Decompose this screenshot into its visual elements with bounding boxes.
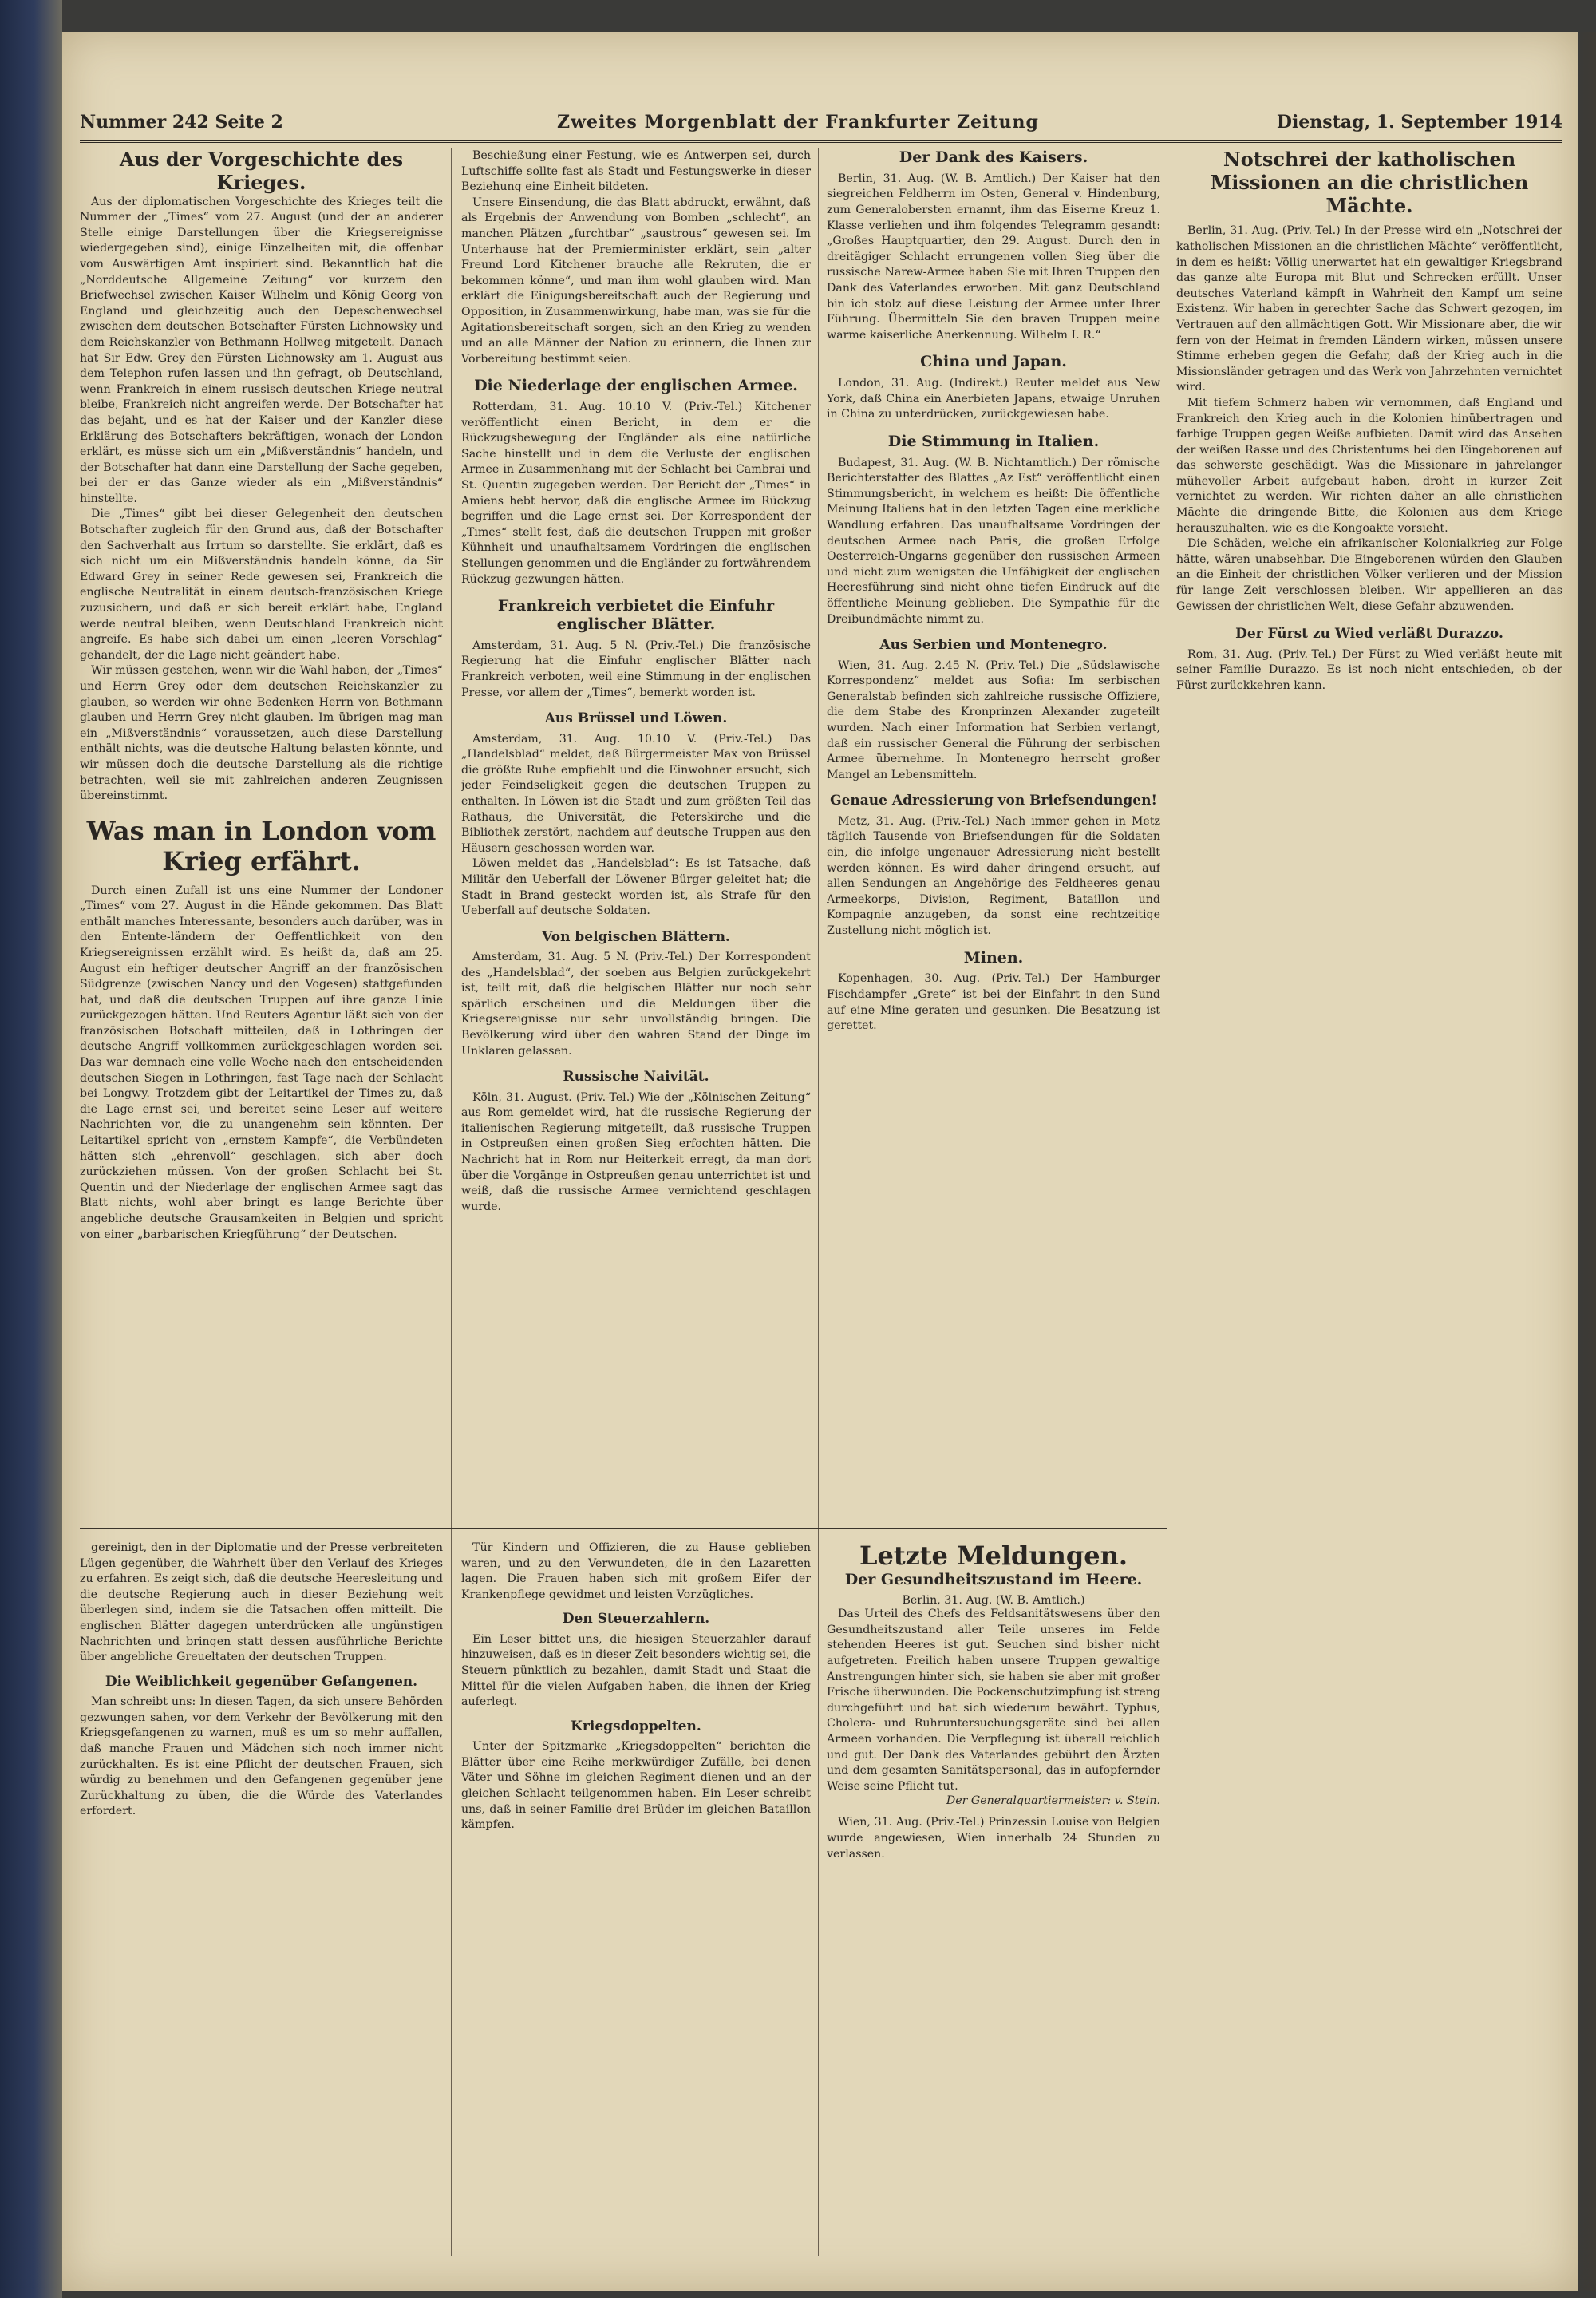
column-rule [451,148,452,2256]
article-paragraph: Amsterdam, 31. Aug. 10.10 V. (Priv.-Tel.) Das „Handelsblad“ meldet, daß Bürgermeister Max von Brüssel die größte Ruhe empfiehlt und die Einwohner ersucht, sich jeder Feindseligkeit gegen die deutschen Truppen zu enthalten. In Löwen ist die Stadt und zum größten Teil das Rathaus, die Universität, die Peterskirche und die Bibliothek zerstört, nachdem auf deutsche Truppen aus den Häusern geschossen worden war. [461,732,811,855]
article-paragraph: Amsterdam, 31. Aug. 5 N. (Priv.-Tel.) Der Korrespondent des „Handelsblad“, der soeben aus Belgien zurückgekehrt ist, teilt mit, daß die belgischen Blätter nur noch sehr spärlich erscheinen und die Meldungen über die Kriegsereignisse nur sehr unvollständig bringen. Die Bevölkerung wird über den wahren Stand der Dinge im Unklaren gelassen. [461,951,811,1058]
bottom-column-2 [461,1541,811,2259]
article-headline: Notschrei der katholischen Missionen an die christlichen Mächte. [1210,148,1529,217]
article-paragraph: Amsterdam, 31. Aug. 5 N. (Priv.-Tel.) Die französische Regierung hat die Einfuhr englischer Blätter nach Frankreich verboten, weil eine Stimmung in der englischen Presse, vor allem der „Times“, bemerkt worden ist. [461,639,811,699]
article-headline: Aus Serbien und Montenegro. [879,637,1108,654]
article-headline: Frankreich verbietet die Einfuhr englischer Blätter. [497,597,775,634]
article-paragraph: London, 31. Aug. (Indirekt.) Reuter meldet aus New York, daß China ein Anerbieten Japans, etwaige Unruhen in China zu unterdrücken, zurückgewiesen habe. [827,377,1160,421]
article-paragraph: Tür Kindern und Offizieren, die zu Hause geblieben waren, und zu den Verwundeten, die in den Lazaretten lagen. Die Frauen haben sich mit großem Eifer der Krankenpflege gewidmet und leisten Vorzügliches. [461,1541,811,1601]
article-paragraph: Beschießung einer Festung, wie es Antwerpen sei, durch Luftschiffe sollte fast als Stadt und Festungswerke in dieser Beziehung eine Einheit bildeten. [461,149,811,194]
article-paragraph: Berlin, 31. Aug. (Priv.-Tel.) In der Presse wird ein „Notschrei der katholischen Missionen an die christlichen Mächte“ veröffentlicht, in dem es heißt: Völlig unerwartet hat ein gewaltiger Kriegsbrand das ganze alte Europa mit Blut und Schrecken erfüllt. Unser deutsches Vaterland kämpft in Wahrheit den Kampf um seine Existenz. Wir haben in gerechter Sache das Schwert gezogen, im Vertrauen auf den allmächtigen Gott. Wir Missionare aber, die wir fern von der Heimat in fremden Ländern wirken, müssen unsere Stimme erheben gegen die Gefahr, daß der Krieg auch in die Missionsländer getragen und das Werk von Jahrzehnten vernichtet wird. [1176,224,1562,394]
binding-spine [0,0,62,2298]
issue-page-number: Nummer 242 Seite 2 [80,112,283,133]
article-headline: Der Dank des Kaisers. [899,148,1088,166]
signature: Der Generalquartiermeister: v. Stein. [946,1794,1160,1808]
masthead [80,101,1562,143]
column-4 [1176,148,1562,2256]
column-1 [80,148,443,1521]
article-headline: Was man in London vom Krieg erfährt. [86,815,437,877]
article-paragraph: Rom, 31. Aug. (Priv.-Tel.) Der Fürst zu Wied verläßt heute mit seiner Familie Durazzo. Es ist noch nicht entschieden, ob der Fürst zurückkehren kann. [1176,647,1562,692]
article-headline: Aus Brüssel und Löwen. [544,710,728,727]
article-headline: Genaue Adressierung von Briefsendungen! [830,793,1157,809]
last-news-headline: Letzte Meldungen. [859,1541,1128,1571]
article-headline: Die Niederlage der englischen Armee. [474,377,798,395]
article-headline: Aus der Vorgeschichte des Krieges. [119,148,404,194]
newspaper-title: Zweites Morgenblatt der Frankfurter Zeitung [557,112,1039,133]
article-paragraph: Metz, 31. Aug. (Priv.-Tel.) Nach immer gehen in Metz täglich Tausende von Briefsendungen für die Soldaten ein, die infolge ungenauer Adressierung nicht bestellt werden können. Es wird daher dringend ersucht, auf allen Sendungen an Angehörige des Feldheeres genau Armeekorps, Division, Regiment, Bataillon und Kompagnie anzugeben, da sonst eine rechtzeitige Zustellung nicht möglich ist. [827,814,1160,937]
article-paragraph: Wir müssen gestehen, wenn wir die Wahl haben, der „Times“ und Herrn Grey oder dem deutschen Reichskanzler zu glauben, so werden wir ohne Bedenken Herrn von Bethmann glauben und Herrn Grey nicht glauben. Im übrigen mag man ein „Mißverständnis“ voraussetzen, auch diese Darstellung enthält nichts, was die deutsche Haltung belasten könnte, und wir müssen doch die deutsche Darstellung als die richtige betrachten, weil sie mit zahlreichen anderen Zeugnissen übereinstimmt. [80,664,443,803]
article-headline: Minen. [963,948,1024,967]
bottom-column-3 [827,1541,1160,2259]
column-2 [461,148,811,1521]
article-paragraph: Die „Times“ gibt bei dieser Gelegenheit den deutschen Botschafter zugleich für den Grund aus, daß der Botschafter den Sachverhalt aus Irrtum so darstellte. Sie erklärt, daß es sich nicht um ein Mißverständnis handeln könne, da Sir Edward Grey in seiner Rede gewesen sei, Frankreich die englische Neutralität in einem deutsch-französischen Kriege zuzusichern, und daß er sich bereit erklärt habe, England werde neutral bleiben, wenn Deutschland Frankreich nicht angreife. Es habe sich dabei um einen „leeren Vorschlag“ gehandelt, der die Lage nicht geändert habe. [80,508,443,662]
section-divider [80,1528,1167,1529]
article-headline: Den Steuerzahlern. [562,1611,710,1628]
article-headline: Russische Naivität. [563,1069,709,1086]
article-paragraph: Löwen meldet das „Handelsblad“: Es ist Tatsache, daß Militär den Ueberfall der Löwener Bürger geleitet hat; die Stadt in Brand gesteckt worden ist, als Strafe für den Ueberfall auf deutsche Soldaten. [461,857,811,918]
article-paragraph: Köln, 31. August. (Priv.-Tel.) Wie der „Kölnischen Zeitung“ aus Rom gemeldet wird, hat die russische Regierung der italienischen Regierung mitgeteilt, daß russische Truppen in Ostpreußen einen großen Sieg erfochten hätten. Die Nachricht hat in Rom nur Heiterkeit erregt, da man dort über die Vorgänge in Ostpreußen genau unterrichtet ist und weiß, daß die russische Armee vernichtend geschlagen wurde. [461,1090,811,1213]
article-paragraph: Rotterdam, 31. Aug. 10.10 V. (Priv.-Tel.) Kitchener veröffentlicht einen Bericht, in dem er die Rückzugsbewegung der Engländer als eine natürliche Sache hinstellt und in dem die Verluste der englischen Armee in Zusammenhang mit der Schlacht bei Cambrai und St. Quentin zugegeben werden. Der Bericht der „Times“ in Amiens hebt hervor, daß die englische Armee im Rückzug begriffen und die Lage ernst sei. Der Korrespondent der „Times“ stellt fest, daß die deutschen Truppen mit großer Kühnheit und unaufhaltsamem Vordringen die englischen Stellungen genommen und die Engländer zu fortwährendem Rückzug gezwungen hätten. [461,401,811,586]
article-paragraph: Unter der Spitzmarke „Kriegsdoppelten“ berichten die Blätter über eine Reihe merkwürdiger Zufälle, bei denen Väter und Söhne im gleichen Regiment dienen und an der gleichen Schlacht teilgenommen haben. Ein Leser schreibt uns, daß in seiner Familie drei Brüder im gleichen Bataillon kämpfen. [461,1740,811,1832]
article-headline: Von belgischen Blättern. [542,928,730,945]
bottom-column-1 [80,1541,443,2259]
article-paragraph: gereinigt, den in der Diplomatie und der Presse verbreiteten Lügen gegenüber, die Wahrheit über den Verlauf des Krieges zu erfahren. Es zeigt sich, daß die deutsche Heeresleitung und die deutsche Regierung auch in dieser Beziehung weit überlegen sind, indem sie die Tatsachen offen mitteilt. Die englischen Blätter dagegen unterdrücken alle ungünstigen Nachrichten und bringen statt dessen ausführliche Berichte über angebliche Greueltaten der deutschen Truppen. [80,1541,443,1664]
article-paragraph: Kopenhagen, 30. Aug. (Priv.-Tel.) Der Hamburger Fischdampfer „Grete“ ist bei der Einfahrt in den Sund auf eine Mine geraten und gesunken. Die Besatzung ist gerettet. [827,972,1160,1033]
article-paragraph: Das Urteil des Chefs des Feldsanitätswesens über den Gesundheitszustand aller Teile unseres im Felde stehenden Heeres ist gut. Seuchen sind bisher nicht aufgetreten. Freilich haben unsere Truppen gewaltige Anstrengungen hinter sich, sie haben sie aber mit großer Frische überwunden. Die Pockenschutzimpfung ist streng durchgeführt und hat sich wiederum bewährt. Typhus, Cholera- und Ruhruntersuchungsgeräte sind bei allen Armeen vorhanden. Die Verpflegung ist überall reichlich und gut. Der Dank des Vaterlandes gebührt den Ärzten und dem gesamten Sanitätspersonal, das in aufopfernder Weise seine Pflicht tut. [827,1608,1160,1793]
article-headline: Kriegsdoppelten. [571,1718,701,1734]
article-headline: China und Japan. [920,353,1067,371]
article-headline: Der Fürst zu Wied verläßt Durazzo. [1235,626,1503,643]
column-rule [818,148,819,2256]
article-paragraph: Aus der diplomatischen Vorgeschichte des Krieges teilt die Nummer der „Times“ vom 27. August (und der an anderer Stelle einige Darstellungen über die Kriegsereignisse wiedergegeben sind), einige Einzelheiten mit, die offenbar vom Auswärtigen Amt inspiriert sind. Bekanntlich hat die „Norddeutsche Allgemeine Zeitung“ vor kurzem den Briefwechsel zwischen Kaiser Wilhelm und König Georg von England und gleichzeitig auch den Depeschenwechsel zwischen dem deutschen Botschafter Fürsten Lichnowsky und dem Reichskanzler von Bethmann Hollweg mitgeteilt. Danach hat Sir Edw. Grey den Fürsten Lichnowsky am 1. August aus dem Telephon rufen lassen und ihn gefragt, ob Deutschland, wenn Frankreich in einem russisch-deutschen Kriege neutral bleibe, Frankreich nicht angreifen werde. Der Botschafter hat das bejaht, und es hat der Kaiser und der Kanzler diese Erklärung des Botschafters bekräftigen, wonach der London erklärt, es müsse sich um ein „Mißverständnis“ handeln, und der Botschafter hat dann eine Darstellung der Sache gegeben, bei der er das Ganze wieder als ein „Mißverständnis“ hinstellte. [80,195,443,505]
article-paragraph: Man schreibt uns: In diesen Tagen, da sich unsere Behörden gezwungen sahen, vor dem Verkehr der Bevölkerung mit den Kriegsgefangenen zu warnen, muß es um so mehr auffallen, daß manche Frauen und Mädchen sich noch immer nicht zurückhalten. Es ist eine Pflicht der deutschen Frauen, sich würdig zu benehmen und den Gefangenen gegenüber jene Zurückhaltung zu üben, die die Würde des Vaterlandes erfordert. [80,1695,443,1818]
article-headline: Die Weiblichkeit gegenüber Gefangenen. [105,1673,418,1690]
article-headline: Die Stimmung in Italien. [887,432,1100,450]
article-paragraph: Budapest, 31. Aug. (W. B. Nichtamtlich.) Der römische Berichterstatter des Blattes „Az Est“ veröffentlicht einen Stimmungsbericht, in welchem es heißt: Die öffentliche Meinung Italiens hat in den letzten Tagen eine merkliche Wandlung erfahren. Das unaufhaltsame Vordringen der deutschen Armee nach Paris, die großen Erfolge Oesterreich-Ungarns gegenüber den russischen Armeen und nicht zum wenigsten die Unfähigkeit der englischen Heeresführung sind nicht ohne tiefen Eindruck auf die öffentliche Meinung geblieben. Die Sympathie für die Dreibundmächte nimmt zu. [827,456,1160,626]
issue-date: Dienstag, 1. September 1914 [1276,112,1562,133]
article-paragraph: Wien, 31. Aug. 2.45 N. (Priv.-Tel.) Die „Südslawische Korrespondenz“ meldet aus Sofia: Im serbischen Generalstab befinden sich zahlreiche russische Offiziere, die dem Stabe des Kronprinzen Alexander zugeteilt wurden. Nach einer Information hat Serbien verlangt, daß ein russischer General die Führung der serbischen Armee übernehme. In Montenegro herrscht großer Mangel an Lebensmitteln. [827,659,1160,781]
article-paragraph: Die Schäden, welche ein afrikanischer Kolonialkrieg zur Folge hätte, wären unabsehbar. Die Eingeborenen würden den Glauben an die Einheit der christlichen Völker verlieren und der Mission für lange Zeit verschlossen bleiben. Wir appellieren an das Gewissen der christlichen Welt, diese Gefahr abzuwenden. [1176,537,1562,613]
article-paragraph: Wien, 31. Aug. (Priv.-Tel.) Prinzessin Louise von Belgien wurde angewiesen, Wien innerhalb 24 Stunden zu verlassen. [827,1816,1160,1861]
article-headline: Der Gesundheitszustand im Heere. [844,1571,1143,1589]
article-paragraph: Unsere Einsendung, die das Blatt abdruckt, erwähnt, daß als Ergebnis der Anwendung von Bomben „schlecht“, an manchen Plätzen „furchtbar“ „saustrous“ gewesen sei. Im Unterhause hat der Premierminister erklärt, sein „alter Freund Lord Kitchener brauche alle Rekruten, die er bekommen könne“, und man ihm wohl glauben wird. Man erklärt die Einigungsbereitschaft auch der Regierung und Opposition, in Zusammenwirkung, habe man, was sie für die Agitationsbereitschaft sorgen, sich an den Krieg zu wenden und an alle Männer der Nation zu erinnern, die Ihnen zur Vorbereitung bestimmt seien. [461,196,811,366]
article-paragraph: Mit tiefem Schmerz haben wir vernommen, daß England und Frankreich den Krieg auch in die Kolonien hinübertragen und farbige Truppen gegen Weiße aufbieten. Damit wird das Ansehen der weißen Rasse und des Christentums bei den Eingeborenen auf das schwerste geschädigt. Was die Missionare in jahrelanger mühevoller Arbeit aufgebaut haben, droht in kurzer Zeit vernichtet zu werden. Wir richten daher an alle christlichen Mächte die dringende Bitte, die Kolonien aus dem Kriege herauszuhalten, wie es die Kongoakte vorsieht. [1176,396,1562,535]
column-3 [827,148,1160,1521]
article-paragraph: Berlin, 31. Aug. (W. B. Amtlich.) Der Kaiser hat den siegreichen Feldherrn im Osten, General v. Hindenburg, zum Generalobersten ernannt, ihm das Eiserne Kreuz 1. Klasse verliehen und ihm folgendes Telegramm gesandt: „Großes Hauptquartier, den 29. August. Durch den in dreitägiger Schlacht errungenen vollen Sieg über die russische Narew-Armee haben Sie mit Ihren Truppen den Dank des Vaterlandes erworben. Mit ganz Deutschland bin ich stolz auf diese Leistung der Armee unter Ihrer Führung. Übermitteln Sie den braven Truppen meine warme kaiserliche Anerkennung. Wilhelm I. R.“ [827,172,1160,342]
article-paragraph: Ein Leser bittet uns, die hiesigen Steuerzahler darauf hinzuweisen, daß es in dieser Zeit besonders wichtig sei, die Steuern pünktlich zu bezahlen, damit Stadt und Staat die Mittel für die vielen Aufgaben haben, die ihnen der Krieg auferlegt. [461,1632,811,1709]
dateline: Berlin, 31. Aug. (W. B. Amtlich.) [902,1594,1085,1608]
article-paragraph: Durch einen Zufall ist uns eine Nummer der Londoner „Times“ vom 27. August in die Hände gekommen. Das Blatt enthält manches Interessante, besonders auch darüber, was in den Entente-ländern der Oeffentlichkeit von den Kriegsereignissen erzählt wird. Es heißt da, daß am 25. August ein heftiger deutscher Angriff an der französischen Südgrenze (zwischen Nancy und den Vogesen) stattgefunden hat, und daß die deutschen Truppen auf ihre ganze Linie zurückgezogen hätten. Und Reuters Agentur läßt sich von der französischen Botschaft mitteilen, daß in Lothringen der deutsche Angriff vollkommen zurückgeschlagen worden sei. Das war demnach eine volle Woche nach den entscheidenden deutschen Siegen in Lothringen, fast Tage nach der Schlacht bei Longwy. Trotzdem gibt der Leitartikel der Times zu, daß die Lage ernst sei, und bereitet seine Leser auf weitere Nachrichten vor, die zu unangenehm sein könnten. Der Leitartikel spricht von „ernstem Kampfe“, die Verbündeten hätten sich „ehrenvoll“ geschlagen, sich aber doch zurückziehen müssen. Von der großen Schlacht bei St. Quentin und der Niederlage der englischen Armee sagt das Blatt nichts, wohl aber bringt es lange Berichte über angebliche deutsche Grausamkeiten in Belgien und spricht von einer „barbarischen Kriegführung“ der Deutschen. [80,884,443,1241]
page-edge-shadow [1577,32,1596,2291]
